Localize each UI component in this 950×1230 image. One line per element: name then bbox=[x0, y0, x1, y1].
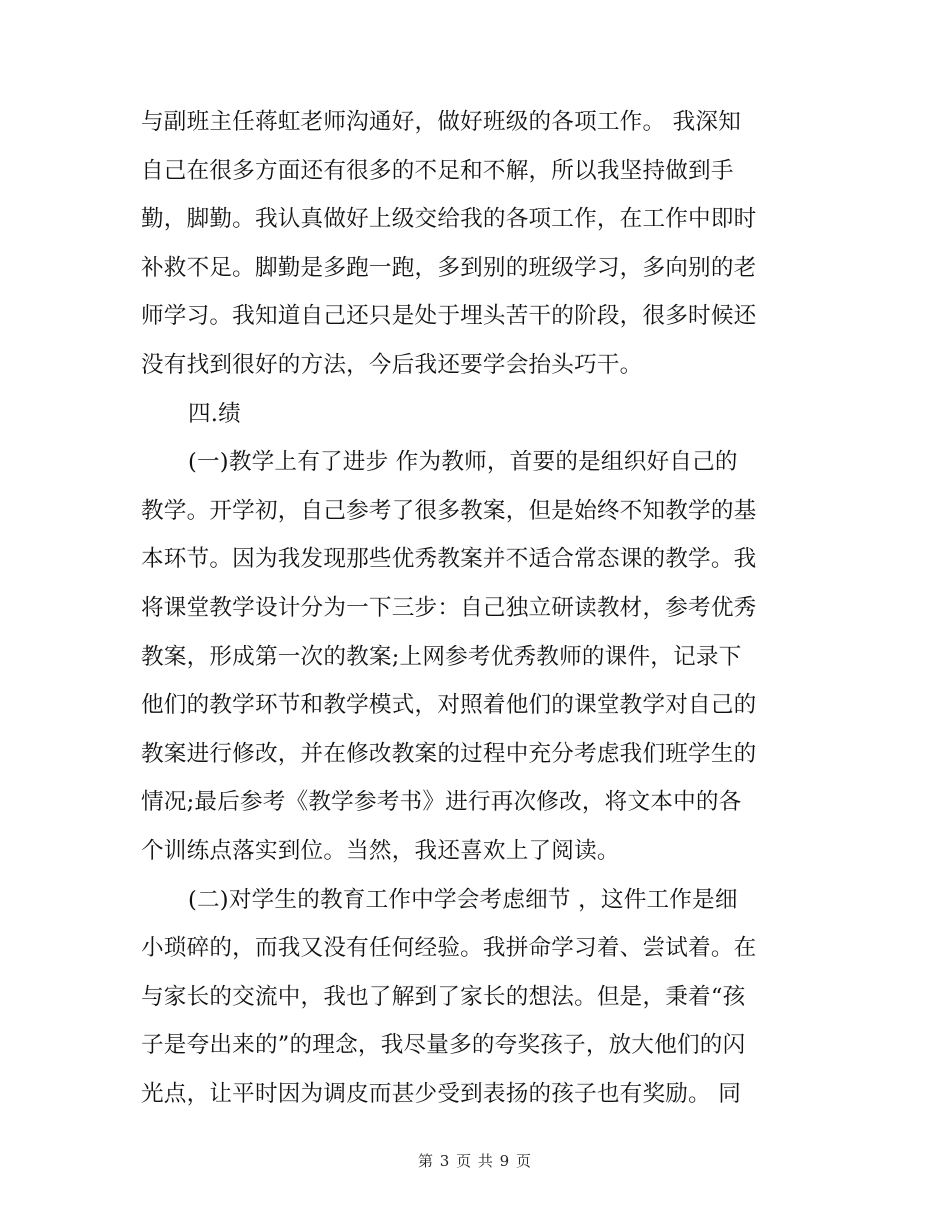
body-text bbox=[141, 98, 821, 1118]
text-line: 勤，脚勤。我认真做好上级交给我的各项工作，在工作中即时 bbox=[141, 206, 757, 233]
text-line: 个训练点落实到位。当然，我还喜欢上了阅读。 bbox=[141, 837, 620, 864]
text-line: 与家长的交流中，我也了解到了家长的想法。但是，秉着“孩 bbox=[141, 983, 746, 1010]
text-line: 光点，让平时因为调皮而甚少受到表扬的孩子也有奖励。 同 bbox=[141, 1080, 742, 1107]
text-line: 教学。开学初，自己参考了很多教案，但是始终不知教学的基 bbox=[141, 497, 757, 524]
page-footer: 第 3 页 共 9 页 bbox=[418, 1152, 532, 1170]
text-line: 补救不足。脚勤是多跑一跑，多到别的班级学习，多向别的老 bbox=[141, 254, 757, 281]
text-line: 情况;最后参考《教学参考书》进行再次修改，将文本中的各 bbox=[141, 789, 742, 816]
text-line: 小琐碎的，而我又没有任何经验。我拼命学习着、尝试着。在 bbox=[141, 935, 757, 962]
text-line: 本环节。因为我发现那些优秀教案并不适合常态课的教学。我 bbox=[141, 546, 757, 573]
text-line: (一)教学上有了进步 作为教师，首要的是组织好自己的 bbox=[188, 449, 738, 476]
text-line: 师学习。我知道自己还只是处于埋头苦干的阶段，很多时候还 bbox=[141, 303, 757, 330]
text-line: 子是夸出来的”的理念，我尽量多的夸奖孩子，放大他们的闪 bbox=[141, 1032, 746, 1059]
text-line: 没有找到很好的方法，今后我还要学会抬头巧干。 bbox=[141, 351, 643, 378]
text-line: 教案进行修改，并在修改教案的过程中充分考虑我们班学生的 bbox=[141, 740, 757, 767]
text-line: 他们的教学环节和教学模式，对照着他们的课堂教学对自己的 bbox=[141, 692, 757, 719]
text-line: 与副班主任蒋虹老师沟通好，做好班级的各项工作。 我深知 bbox=[141, 109, 742, 135]
text-line: 自己在很多方面还有很多的不足和不解，所以我坚持做到手 bbox=[141, 157, 734, 184]
text-line: 将课堂教学设计分为一下三步：自己独立研读教材，参考优秀 bbox=[141, 594, 757, 621]
text-line: (二)对学生的教育工作中学会考虑细节 ，这件工作是细 bbox=[188, 886, 738, 913]
text-line: 教案，形成第一次的教案;上网参考优秀教师的课件，记录下 bbox=[141, 643, 742, 670]
text-line: 四.绩 bbox=[188, 400, 241, 427]
